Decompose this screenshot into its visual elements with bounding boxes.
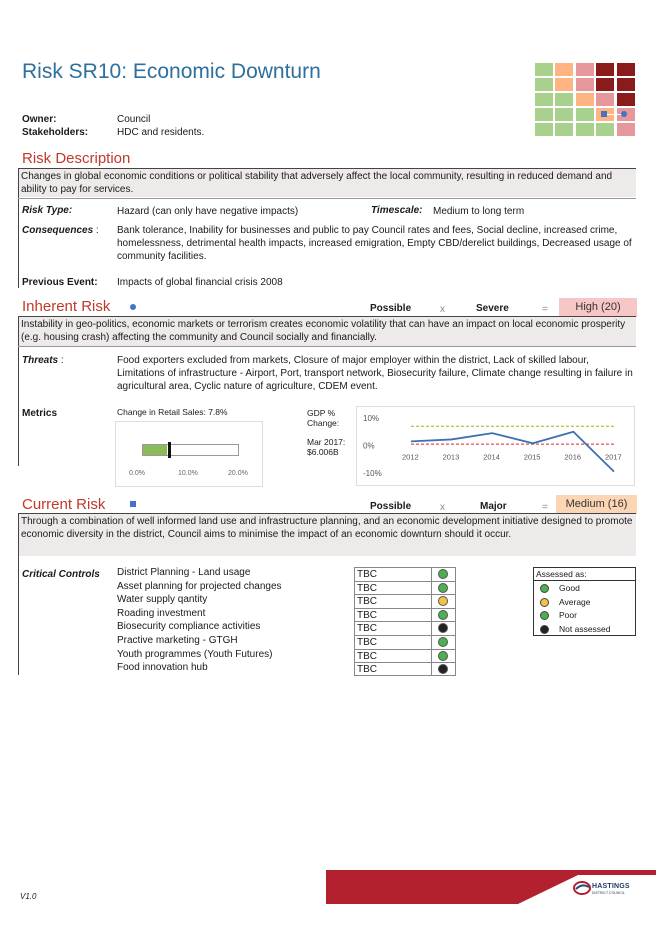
control-status: TBC	[357, 637, 377, 648]
divider	[431, 609, 432, 622]
control-name: Youth programmes (Youth Futures)	[117, 648, 273, 660]
risk-description-heading: Risk Description	[22, 150, 131, 167]
inherent-marker-icon	[130, 304, 136, 310]
legend-status-icon	[540, 611, 549, 620]
control-status: TBC	[357, 569, 377, 580]
owner-label: Owner:	[22, 114, 57, 125]
controls-bottom-rule	[354, 675, 456, 676]
threats-label-group	[22, 354, 64, 367]
control-name: Biosecurity compliance activities	[117, 621, 261, 633]
control-name: Water supply qantity	[117, 594, 208, 606]
x-tick-label: 2013	[442, 452, 460, 462]
logo-swoosh	[573, 881, 591, 895]
heatmap-cell	[554, 77, 574, 92]
heatmap-cell	[534, 77, 554, 92]
retail-sales-title: Change in Retail Sales: 7.8%	[117, 407, 228, 417]
divider	[534, 580, 635, 581]
hastings-logo-icon	[573, 881, 591, 895]
control-status-row	[354, 581, 456, 595]
gdp-label-line1: GDP %	[307, 408, 336, 418]
heatmap-cell	[575, 122, 595, 137]
control-status-row	[354, 608, 456, 622]
previous-event-label: Previous Event:	[22, 277, 98, 288]
gauge-target-marker	[168, 442, 171, 458]
control-status-row	[354, 649, 456, 663]
stakeholders-value: HDC and residents.	[117, 127, 205, 138]
divider	[431, 582, 432, 595]
current-risk-text: Through a combination of well informed land use and infrastructure planning, and an economic development initiative designed to promote economic diversity in the district, Council aims to minimise the impact of an economic downturn should it occur.	[21, 516, 633, 540]
threats-label: Threats	[22, 355, 59, 366]
divider	[431, 636, 432, 649]
previous-event-value: Impacts of global financial crisis 2008	[117, 277, 283, 288]
gdp-amount-group	[307, 437, 345, 457]
current-times: x	[440, 502, 445, 513]
heatmap-cell	[534, 122, 554, 137]
control-status: TBC	[357, 623, 377, 635]
divider	[431, 568, 432, 581]
inherent-equals: =	[542, 304, 548, 315]
gauge-tick: 10.0%	[178, 470, 198, 477]
consequences-label-group	[22, 224, 99, 237]
gdp-label-line2: Change:	[307, 418, 340, 428]
chart-frame	[357, 407, 635, 486]
x-tick-label: 2016	[564, 452, 582, 462]
x-tick-label: 2014	[483, 452, 500, 462]
divider	[18, 198, 636, 199]
assessment-status-icon	[438, 623, 448, 633]
heatmap-cell	[534, 62, 554, 77]
assessment-status-icon	[438, 583, 448, 593]
current-marker-icon	[130, 501, 136, 507]
consequences-colon: :	[95, 225, 99, 236]
inherent-times: x	[440, 304, 445, 315]
assessment-status-icon	[438, 637, 448, 647]
metrics-label: Metrics	[22, 408, 58, 419]
gauge-fill	[143, 445, 167, 455]
control-status-row	[354, 621, 456, 635]
current-equals: =	[542, 502, 548, 513]
heatmap-cell	[595, 77, 615, 92]
x-tick-label: 2017	[605, 452, 622, 462]
gdp-label	[307, 408, 339, 428]
divider	[18, 346, 636, 347]
heatmap-cell	[554, 92, 574, 107]
heatmap-cell	[534, 92, 554, 107]
heatmap-cell	[534, 107, 554, 122]
heatmap-cell	[575, 62, 595, 77]
gdp-amount: $6.006B	[307, 447, 339, 457]
gdp-date: Mar 2017:	[307, 437, 346, 447]
legend-label: Poor	[559, 610, 577, 620]
version-label: V1.0	[20, 892, 37, 901]
gauge-tick: 20.0%	[228, 470, 248, 477]
legend-status-icon	[540, 598, 549, 607]
timescale-value: Medium to long term	[433, 206, 525, 217]
logo-subtext: DISTRICT COUNCIL	[592, 891, 625, 895]
heatmap-cell	[595, 62, 615, 77]
control-status: TBC	[357, 596, 377, 608]
heatmap-cell	[575, 77, 595, 92]
assessment-status-icon	[438, 569, 448, 579]
current-position-marker	[601, 111, 607, 117]
consequences-label: Consequences	[22, 225, 94, 236]
gdp-line-chart	[356, 406, 635, 486]
y-tick-label: 0%	[363, 441, 375, 451]
owner-value: Council	[117, 114, 151, 125]
inherent-risk-heading: Inherent Risk	[22, 298, 111, 315]
control-name: Practive marketing - GTGH	[117, 635, 238, 646]
control-status: TBC	[357, 650, 377, 662]
legend-label: Average	[559, 596, 591, 607]
control-status-row	[354, 567, 456, 581]
control-status: TBC	[357, 582, 377, 594]
heatmap-cell	[554, 122, 574, 137]
consequences-value: Bank tolerance, Inability for businesses and public to pay Council rates and fees, Social decline, increased crime, homelessness, detrimental health impacts, increased emigration, Empty CBD/derelict buildings, Decreased usage of community facilities.	[117, 225, 632, 262]
legend-status-icon	[540, 625, 549, 634]
heatmap-cell	[595, 122, 615, 137]
current-rating-badge: Medium (16)	[556, 495, 637, 514]
current-risk-heading: Current Risk	[22, 496, 106, 513]
logo-text: HASTINGS	[592, 883, 630, 890]
assessment-status-icon	[438, 596, 448, 606]
heatmap-cell	[575, 107, 595, 122]
page-title: Risk SR10: Economic Downturn	[22, 60, 321, 83]
control-status-row	[354, 635, 456, 649]
risk-type-label: Risk Type:	[22, 205, 73, 216]
control-name: Roading investment	[117, 607, 206, 619]
divider	[431, 650, 432, 663]
timescale-label: Timescale:	[371, 205, 423, 216]
divider	[431, 622, 432, 635]
assessment-status-icon	[438, 664, 448, 674]
threats-value: Food exporters excluded from markets, Closure of major employer within the district, Lack of skilled labour, Limitations of infrastructure - Airport, Port, transport network, Biosecurity failure, Climate change resulting in failure in agricultural area, Cyclic nature of agriculture, CDEM event.	[117, 355, 633, 392]
retail-sales-gauge	[115, 421, 263, 487]
critical-controls-label: Critical Controls	[22, 569, 100, 580]
risk-type-value: Hazard (can only have negative impacts)	[117, 206, 299, 217]
inherent-consequence: Severe	[476, 303, 509, 314]
y-tick-label: 10%	[363, 414, 380, 423]
x-tick-label: 2015	[523, 452, 541, 462]
heatmap-cell	[616, 92, 636, 107]
gauge-tick: 0.0%	[129, 470, 145, 477]
assessment-legend	[533, 567, 636, 636]
inherent-risk-text: Instability in geo-politics, economic markets or terrorism creates economic volatility that can have an impact on local economic prosperity (e.g. housing crash) affecting the community and Council socially and financially.	[21, 319, 626, 343]
heatmap-cell	[616, 62, 636, 77]
legend-label: Good	[559, 583, 580, 593]
heatmap-cell	[616, 122, 636, 137]
divider	[431, 595, 432, 608]
current-consequence: Major	[480, 501, 507, 512]
heatmap-cell	[616, 77, 636, 92]
inherent-likelihood: Possible	[370, 303, 412, 314]
control-status: TBC	[357, 664, 377, 676]
heatmap-cell	[554, 62, 574, 77]
assessment-status-icon	[438, 651, 448, 661]
heatmap-cell	[595, 92, 615, 107]
x-tick-label: 2012	[402, 452, 419, 462]
inherent-position-marker	[621, 111, 627, 117]
legend-title: Assessed as:	[536, 569, 587, 579]
risk-heat-map	[534, 62, 636, 137]
current-likelihood: Possible	[370, 501, 412, 512]
stakeholders-label: Stakeholders:	[22, 127, 89, 138]
y-tick-label: -10%	[363, 469, 382, 478]
inherent-rating-badge: High (20)	[559, 298, 637, 317]
control-name: Food innovation hub	[117, 662, 208, 674]
heatmap-cell	[575, 92, 595, 107]
threats-colon: :	[60, 355, 64, 366]
legend-label: Not assessed	[559, 623, 611, 634]
legend-status-icon	[540, 584, 549, 593]
heatmap-cell	[554, 107, 574, 122]
control-status: TBC	[357, 609, 377, 621]
control-status-row	[354, 594, 456, 608]
assessment-status-icon	[438, 610, 448, 620]
control-name: Asset planning for projected changes	[117, 580, 282, 592]
risk-description-text: Changes in global economic conditions or political stability that adversely affect the local community, resulting in reduced demand and ability to pay for services.	[21, 171, 613, 195]
control-name: District Planning - Land usage	[117, 567, 251, 578]
